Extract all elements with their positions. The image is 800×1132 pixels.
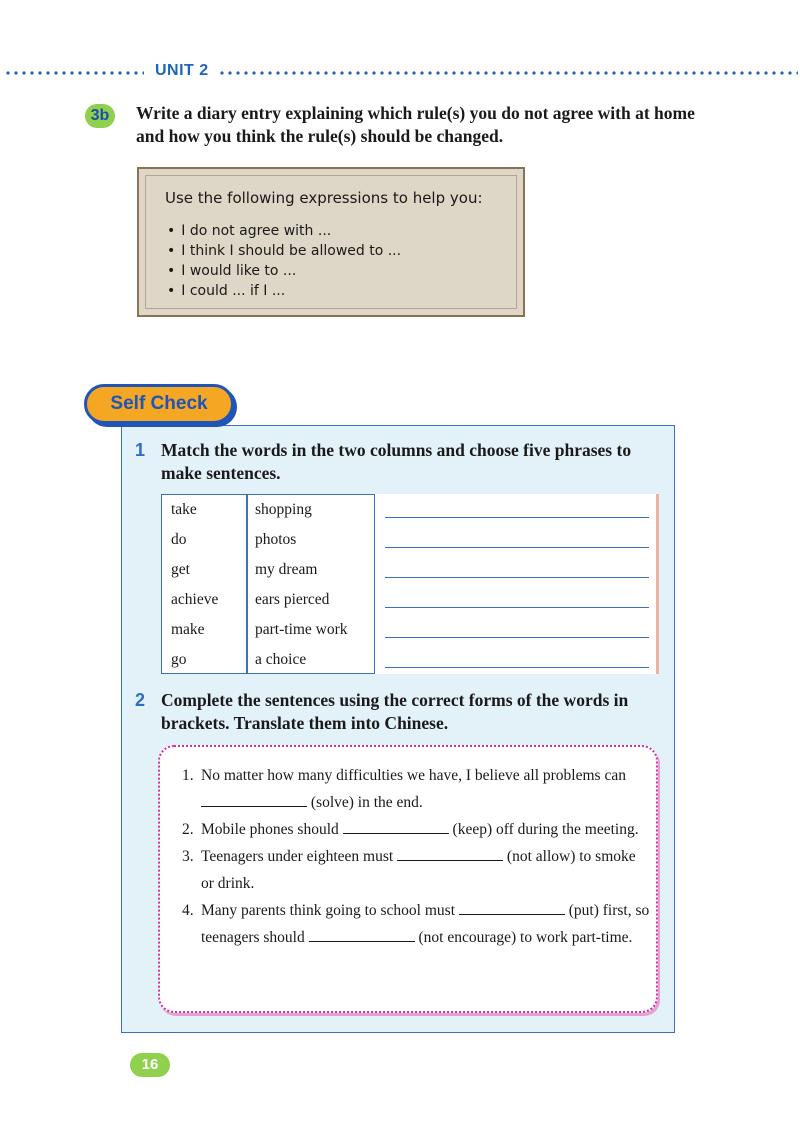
- exercise-3b-instruction: Write a diary entry explaining which rule(s) you do not agree with at home and how you think the rule(s) should be changed.: [136, 103, 695, 146]
- list-item: [182, 843, 652, 897]
- q2-sentence-list: [182, 762, 652, 951]
- answer-line[interactable]: [385, 637, 649, 638]
- header-dots-left: [4, 71, 144, 75]
- match-left-word: take: [171, 501, 197, 518]
- table-row: [162, 555, 376, 585]
- sentence-text: (put) first, so teenagers should: [201, 902, 650, 946]
- match-right-word: ears pierced: [255, 591, 330, 608]
- match-right-word: a choice: [255, 651, 307, 668]
- sentence-text: No matter how many difficulties we have, I believe all problems can: [201, 767, 626, 784]
- sentence-text: (not allow) to smoke or drink.: [201, 848, 636, 892]
- match-right-word: photos: [255, 531, 297, 548]
- sentence-text: Many parents think going to school must: [201, 902, 456, 919]
- expressions-box: [137, 167, 525, 317]
- unit-title: UNIT 2: [155, 62, 209, 79]
- list-item: [182, 897, 652, 951]
- q1-instruction: Match the words in the two columns and choose five phrases to make sentences.: [161, 440, 632, 483]
- match-left-word: make: [171, 621, 205, 638]
- expression-item: • I think I should be allowed to ...: [167, 241, 401, 261]
- fill-in-blank[interactable]: [397, 847, 503, 861]
- expression-item: • I could ... if I ...: [167, 281, 401, 301]
- q2-instruction: Complete the sentences using the correct forms of the words in brackets. Translate them into Chinese.: [161, 690, 629, 733]
- list-item: [182, 816, 652, 843]
- sentence-number: 3.: [182, 848, 194, 865]
- match-left-word: do: [171, 531, 187, 548]
- sentence-text: Mobile phones should: [201, 821, 339, 838]
- answer-line[interactable]: [385, 517, 649, 518]
- page-number: 16: [130, 1053, 170, 1077]
- table-row: [162, 495, 376, 525]
- sentence-text: Teenagers under eighteen must: [201, 848, 394, 865]
- match-left-word: get: [171, 561, 190, 578]
- unit-header: [0, 62, 800, 84]
- header-dots-right: [218, 71, 798, 75]
- answer-line[interactable]: [385, 607, 649, 608]
- sentence-text: (solve) in the end.: [310, 794, 423, 811]
- list-item: [182, 762, 652, 816]
- match-table: [161, 494, 375, 674]
- table-row: [162, 585, 376, 615]
- fill-in-blank[interactable]: [459, 901, 565, 915]
- match-left-word: go: [171, 651, 187, 668]
- self-check-label: Self Check: [84, 384, 234, 424]
- sentence-text: (not encourage) to work part-time.: [418, 929, 633, 946]
- answer-line[interactable]: [385, 577, 649, 578]
- match-right-word: my dream: [255, 561, 318, 578]
- q2-number: 2: [135, 690, 146, 710]
- fill-in-blank[interactable]: [343, 820, 449, 834]
- table-row: [162, 525, 376, 555]
- exercise-3b-badge: 3b: [85, 104, 115, 128]
- sentence-text: (keep) off during the meeting.: [452, 821, 639, 838]
- answer-line[interactable]: [385, 667, 649, 668]
- answer-line[interactable]: [385, 547, 649, 548]
- match-left-word: achieve: [171, 591, 219, 608]
- table-row: [162, 615, 376, 645]
- sentence-number: 2.: [182, 821, 194, 838]
- expression-item: • I do not agree with ...: [167, 221, 401, 241]
- sentence-number: 1.: [182, 767, 194, 784]
- fill-in-blank[interactable]: [309, 928, 415, 942]
- answer-lines-area: [375, 494, 659, 674]
- expressions-list: [167, 221, 401, 301]
- expressions-title: Use the following expressions to help you:: [165, 189, 483, 207]
- match-right-word: shopping: [255, 501, 312, 518]
- expression-item: • I would like to ...: [167, 261, 401, 281]
- table-row: [162, 645, 376, 675]
- fill-in-blank[interactable]: [201, 793, 307, 807]
- sentence-number: 4.: [182, 902, 194, 919]
- match-right-word: part-time work: [255, 621, 348, 638]
- q1-number: 1: [135, 440, 146, 460]
